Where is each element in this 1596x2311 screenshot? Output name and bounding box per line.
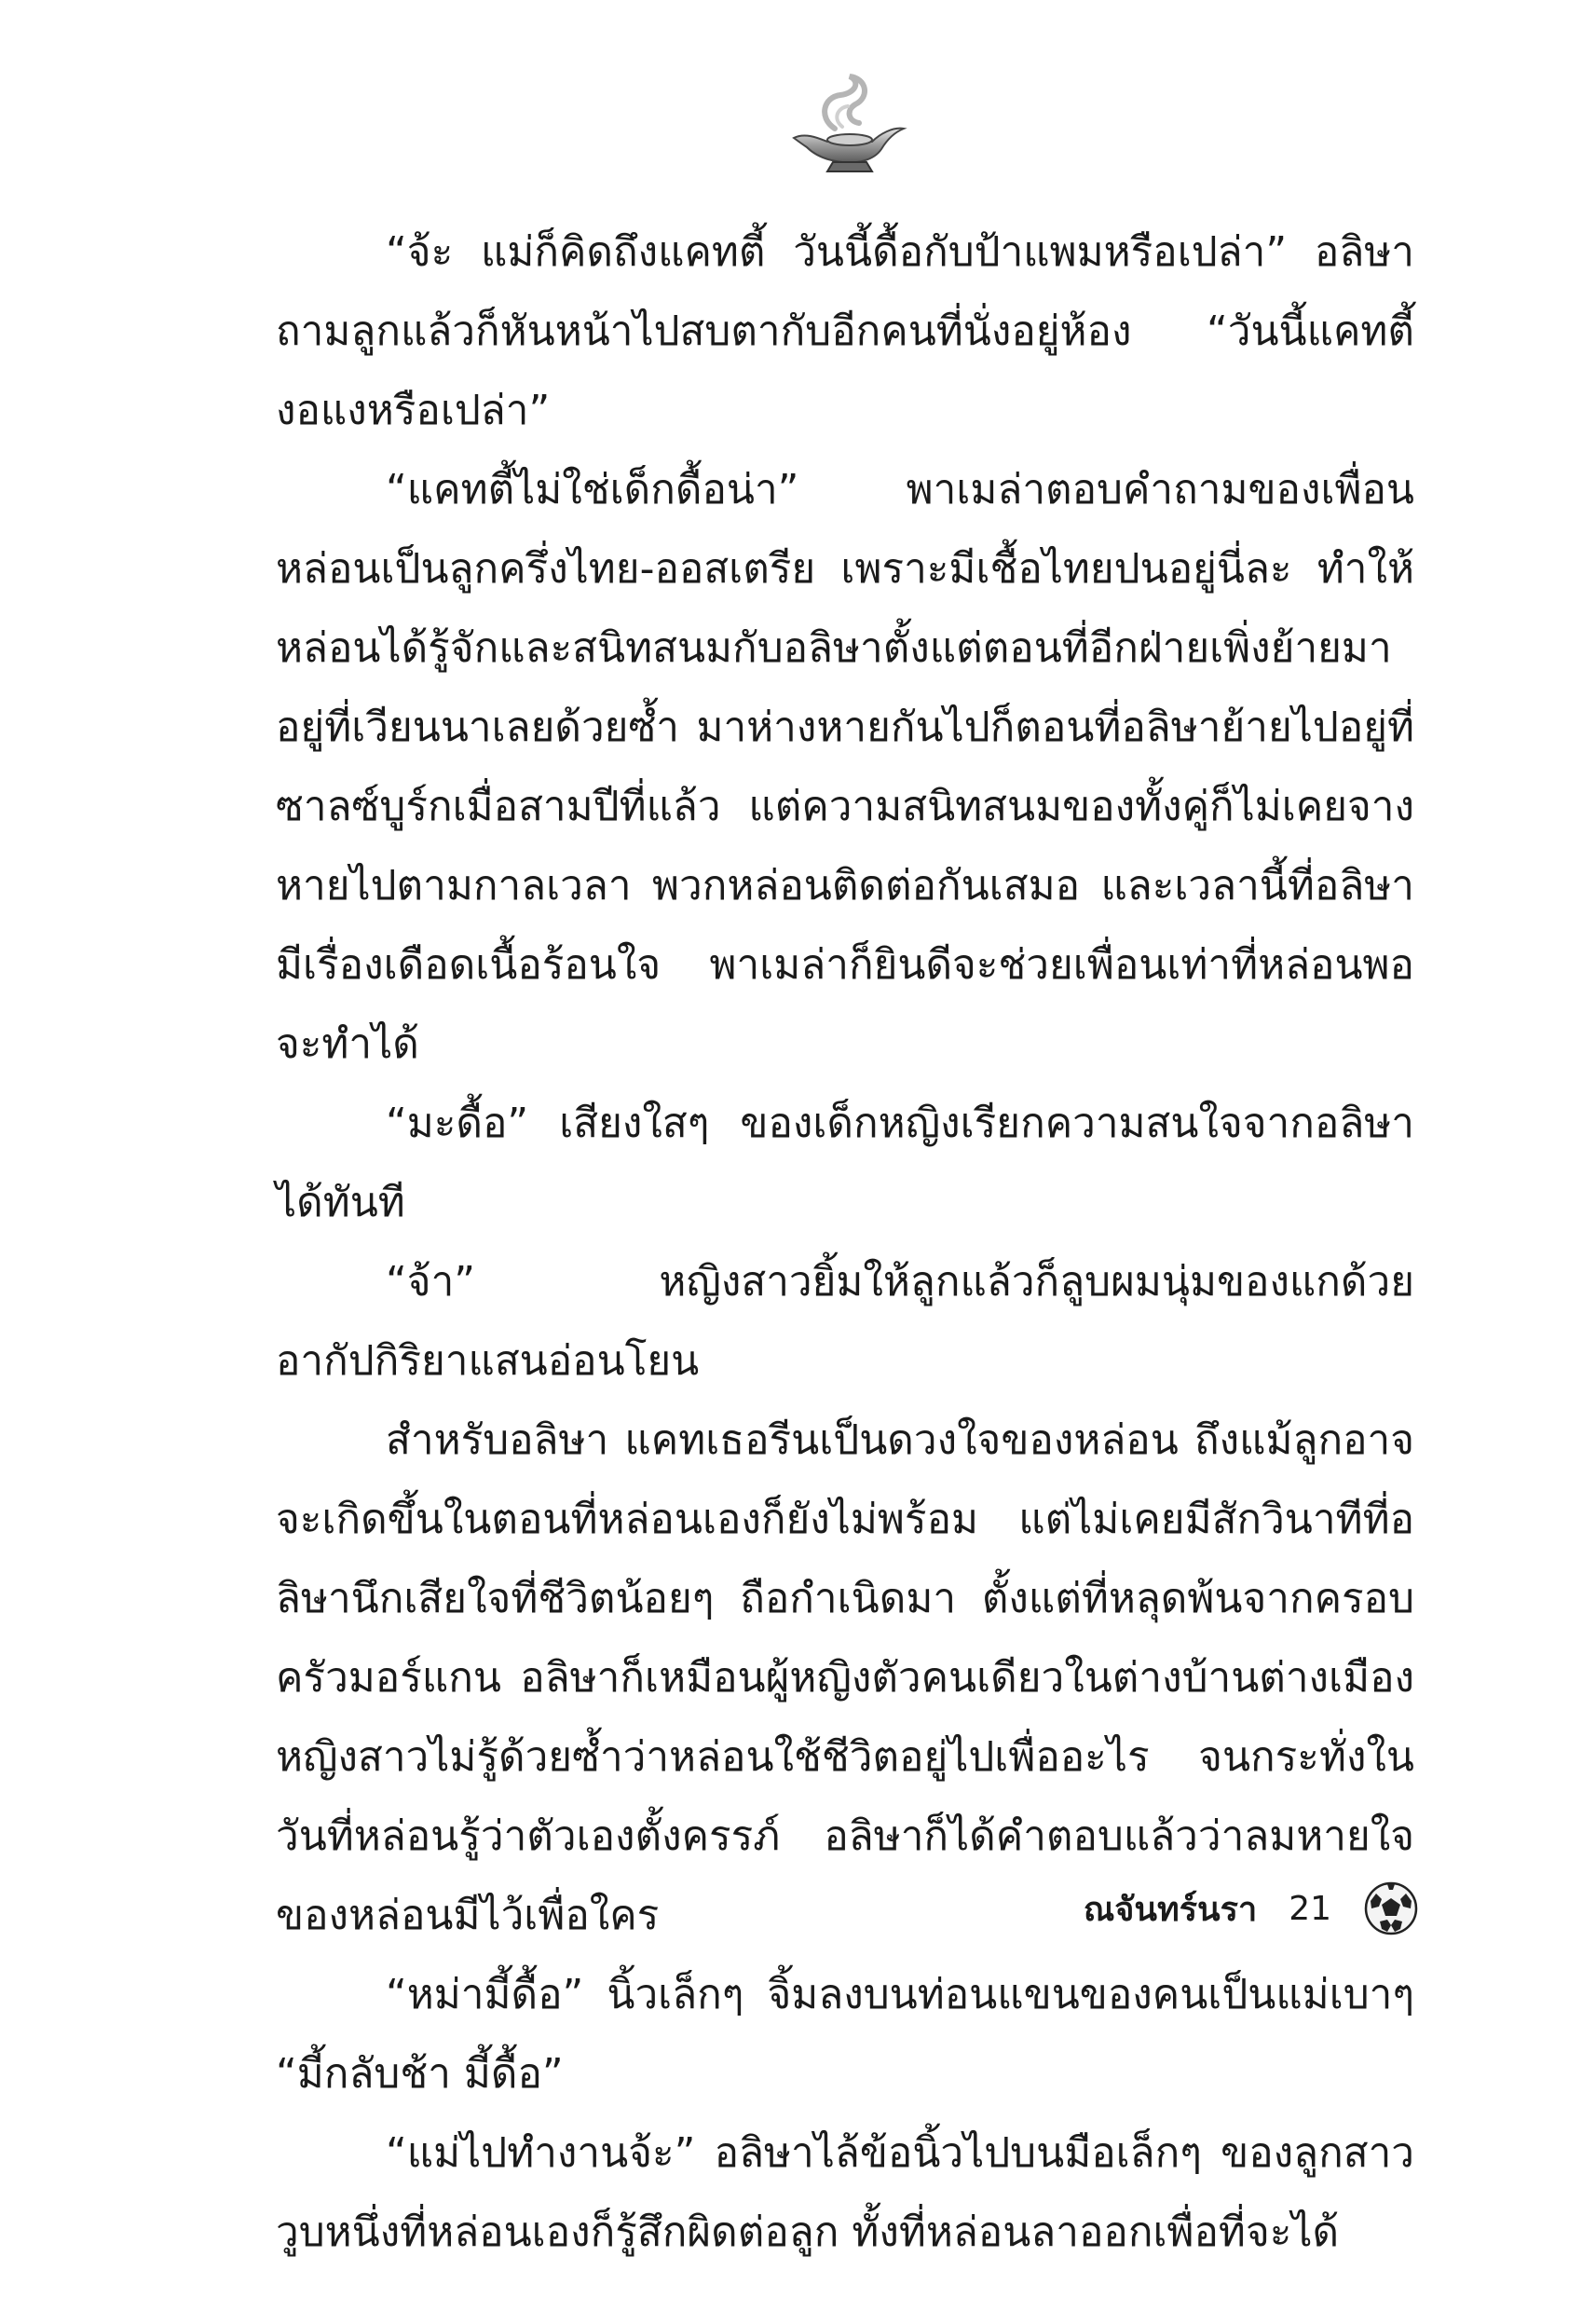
- paragraph: สำหรับอลิษา แคทเธอรีนเป็นดวงใจของหล่อน ถึงแม้ลูกอาจจะเกิดขึ้นในตอนที่หล่อนเองก็ยังไม่พร้อม แต่ไม่เคยมีสักวินาทีที่อลิษานึกเสียใจที่ชีวิตน้อยๆ ถือกำเนิดมา ตั้งแต่ที่หลุดพ้นจากครอบครัวมอร์แกน อลิษาก็เหมือนผู้หญิงตัวคนเดียวในต่างบ้านต่างเมือง หญิงสาวไม่รู้ด้วยซ้ำว่าหล่อนใช้ชีวิตอยู่ไปเพื่ออะไร จนกระทั่งในวันที่หล่อนรู้ว่าตัวเองตั้งครรภ์ อลิษาก็ได้คำตอบแล้วว่าลมหายใจของหล่อนมีไว้เพื่อใคร: [276, 1416, 1414, 1939]
- paragraph: “หม่ามี้ดื้อ” นิ้วเล็กๆ จิ้มลงบนท่อนแขนของคนเป็นแม่เบาๆ “มี้กลับช้า มี้ดื้อ”: [276, 1971, 1414, 2098]
- page-number: 21: [1289, 1889, 1331, 1928]
- paragraph: “จ้า” หญิงสาวยิ้มให้ลูกแล้วก็ลูบผมนุ่มของแกด้วยอากัปกิริยาแสนอ่อนโยน: [276, 1258, 1414, 1385]
- paragraph: “มะดื้อ” เสียงใสๆ ของเด็กหญิงเรียกความสนใจจากอลิษาได้ทันที: [276, 1100, 1414, 1226]
- author-name: ณจันทร์นรา: [1083, 1890, 1258, 1929]
- body-text: [276, 212, 1414, 2272]
- magic-lamp-icon: [781, 73, 911, 175]
- page-footer: [1084, 1871, 1419, 1946]
- paragraph: “แม่ไปทำงานจ้ะ” อลิษาไล้ข้อนิ้วไปบนมือเล็กๆ ของลูกสาววูบหนึ่งที่หล่อนเองก็รู้สึกผิดต่อลูก ทั้งที่หล่อนลาออกเพื่อที่จะได้: [276, 2129, 1414, 2256]
- paragraph: “จ้ะ แม่ก็คิดถึงแคทตี้ วันนี้ดื้อกับป้าแพมหรือเปล่า” อลิษาถามลูกแล้วก็หันหน้าไปสบตากับอีกคนที่นั่งอยู่ห้อง “วันนี้แคทตี้งอแงหรือเปล่า”: [276, 228, 1414, 434]
- paragraph: “แคทตี้ไม่ใช่เด็กดื้อน่า” พาเมล่าตอบคำถามของเพื่อน หล่อนเป็นลูกครึ่งไทย-ออสเตรีย เพราะมีเชื้อไทยปนอยู่นี่ละ ทำให้หล่อนได้รู้จักและสนิทสนมกับอลิษาตั้งแต่ตอนที่อีกฝ่ายเพิ่งย้ายมาอยู่ที่เวียนนาเลยด้วยซ้ำ มาห่างหายกันไปก็ตอนที่อลิษาย้ายไปอยู่ที่ซาลซ์บูร์กเมื่อสามปีที่แล้ว แต่ความสนิทสนมของทั้งคู่ก็ไม่เคยจางหายไปตามกาลเวลา พวกหล่อนติดต่อกันเสมอ และเวลานี้ที่อลิษามีเรื่องเดือดเนื้อร้อนใจ พาเมล่าก็ยินดีจะช่วยเพื่อนเท่าที่หล่อนพอจะทำได้: [276, 466, 1414, 1068]
- soccer-ball-icon: [1363, 1880, 1419, 1936]
